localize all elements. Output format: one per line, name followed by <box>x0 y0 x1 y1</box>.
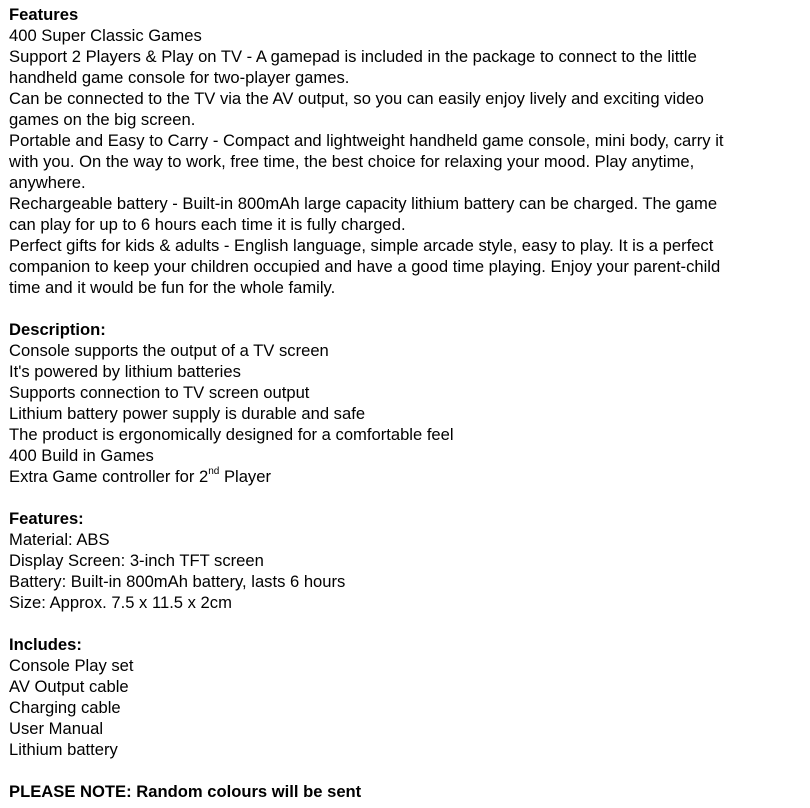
description-item: Lithium battery power supply is durable and safe <box>9 404 366 423</box>
section-spacer <box>9 613 807 634</box>
description-item: Supports connection to TV screen output <box>9 383 310 402</box>
features-heading: Features <box>9 5 79 24</box>
includes-item: Charging cable <box>9 698 121 717</box>
feature-item-two-players-line-2: handheld game console for two-player games. <box>9 68 350 87</box>
feature-item-portable-line-1: Portable and Easy to Carry - Compact and lightweight handheld game console, mini body, carry it <box>9 131 724 150</box>
feature-item-tv-output-line-2: games on the big screen. <box>9 110 196 129</box>
feature-item-classic-games: 400 Super Classic Games <box>9 26 202 45</box>
feature-item-gifts <box>9 235 807 298</box>
feature-item-battery-line-1: Rechargeable battery - Built-in 800mAh large capacity lithium battery can be charged. The game <box>9 194 718 213</box>
section-spacer <box>9 298 807 319</box>
description-item: Console supports the output of a TV screen <box>9 341 329 360</box>
includes-heading: Includes: <box>9 635 82 654</box>
includes-item: Lithium battery <box>9 740 118 759</box>
spec-item-battery: Battery: Built-in 800mAh battery, lasts 6 hours <box>9 572 346 591</box>
spec-item-display: Display Screen: 3-inch TFT screen <box>9 551 264 570</box>
spec-item-size: Size: Approx. 7.5 x 11.5 x 2cm <box>9 593 232 612</box>
description-item-extra-controller <box>9 466 807 487</box>
feature-item-portable-line-2: with you. On the way to work, free time, the best choice for relaxing your mood. Play anytime, <box>9 152 695 171</box>
product-description-document <box>9 4 807 802</box>
colour-note: PLEASE NOTE: Random colours will be sent <box>9 782 362 801</box>
feature-item-two-players-line-1: Support 2 Players & Play on TV - A gamepad is included in the package to connect to the little <box>9 47 697 66</box>
feature-item-gifts-line-2: companion to keep your children occupied and have a good time playing. Enjoy your parent-child <box>9 257 721 276</box>
feature-item-gifts-line-1: Perfect gifts for kids & adults - English language, simple arcade style, easy to play. It is a perfect <box>9 236 714 255</box>
feature-item-tv-output <box>9 88 807 130</box>
includes-item: Console Play set <box>9 656 134 675</box>
description-item: 400 Build in Games <box>9 446 154 465</box>
specs-heading: Features: <box>9 509 84 528</box>
includes-item: AV Output cable <box>9 677 129 696</box>
description-item: It's powered by lithium batteries <box>9 362 241 381</box>
feature-item-gifts-line-3: time and it would be fun for the whole family. <box>9 278 336 297</box>
spec-item-material: Material: ABS <box>9 530 110 549</box>
description-heading: Description: <box>9 320 106 339</box>
description-item: The product is ergonomically designed for a comfortable feel <box>9 425 454 444</box>
feature-item-tv-output-line-1: Can be connected to the TV via the AV output, so you can easily enjoy lively and exciting video <box>9 89 704 108</box>
includes-item: User Manual <box>9 719 104 738</box>
extra-controller-ordinal: nd <box>208 466 220 478</box>
section-spacer <box>9 487 807 508</box>
extra-controller-prefix: Extra Game controller for 2 <box>9 467 209 486</box>
feature-item-battery-line-2: can play for up to 6 hours each time it is fully charged. <box>9 215 406 234</box>
feature-item-portable-line-3: anywhere. <box>9 173 86 192</box>
feature-item-two-players <box>9 46 807 88</box>
feature-item-portable <box>9 130 807 193</box>
extra-controller-suffix: Player <box>219 467 271 486</box>
feature-item-battery <box>9 193 807 235</box>
section-spacer <box>9 760 807 781</box>
